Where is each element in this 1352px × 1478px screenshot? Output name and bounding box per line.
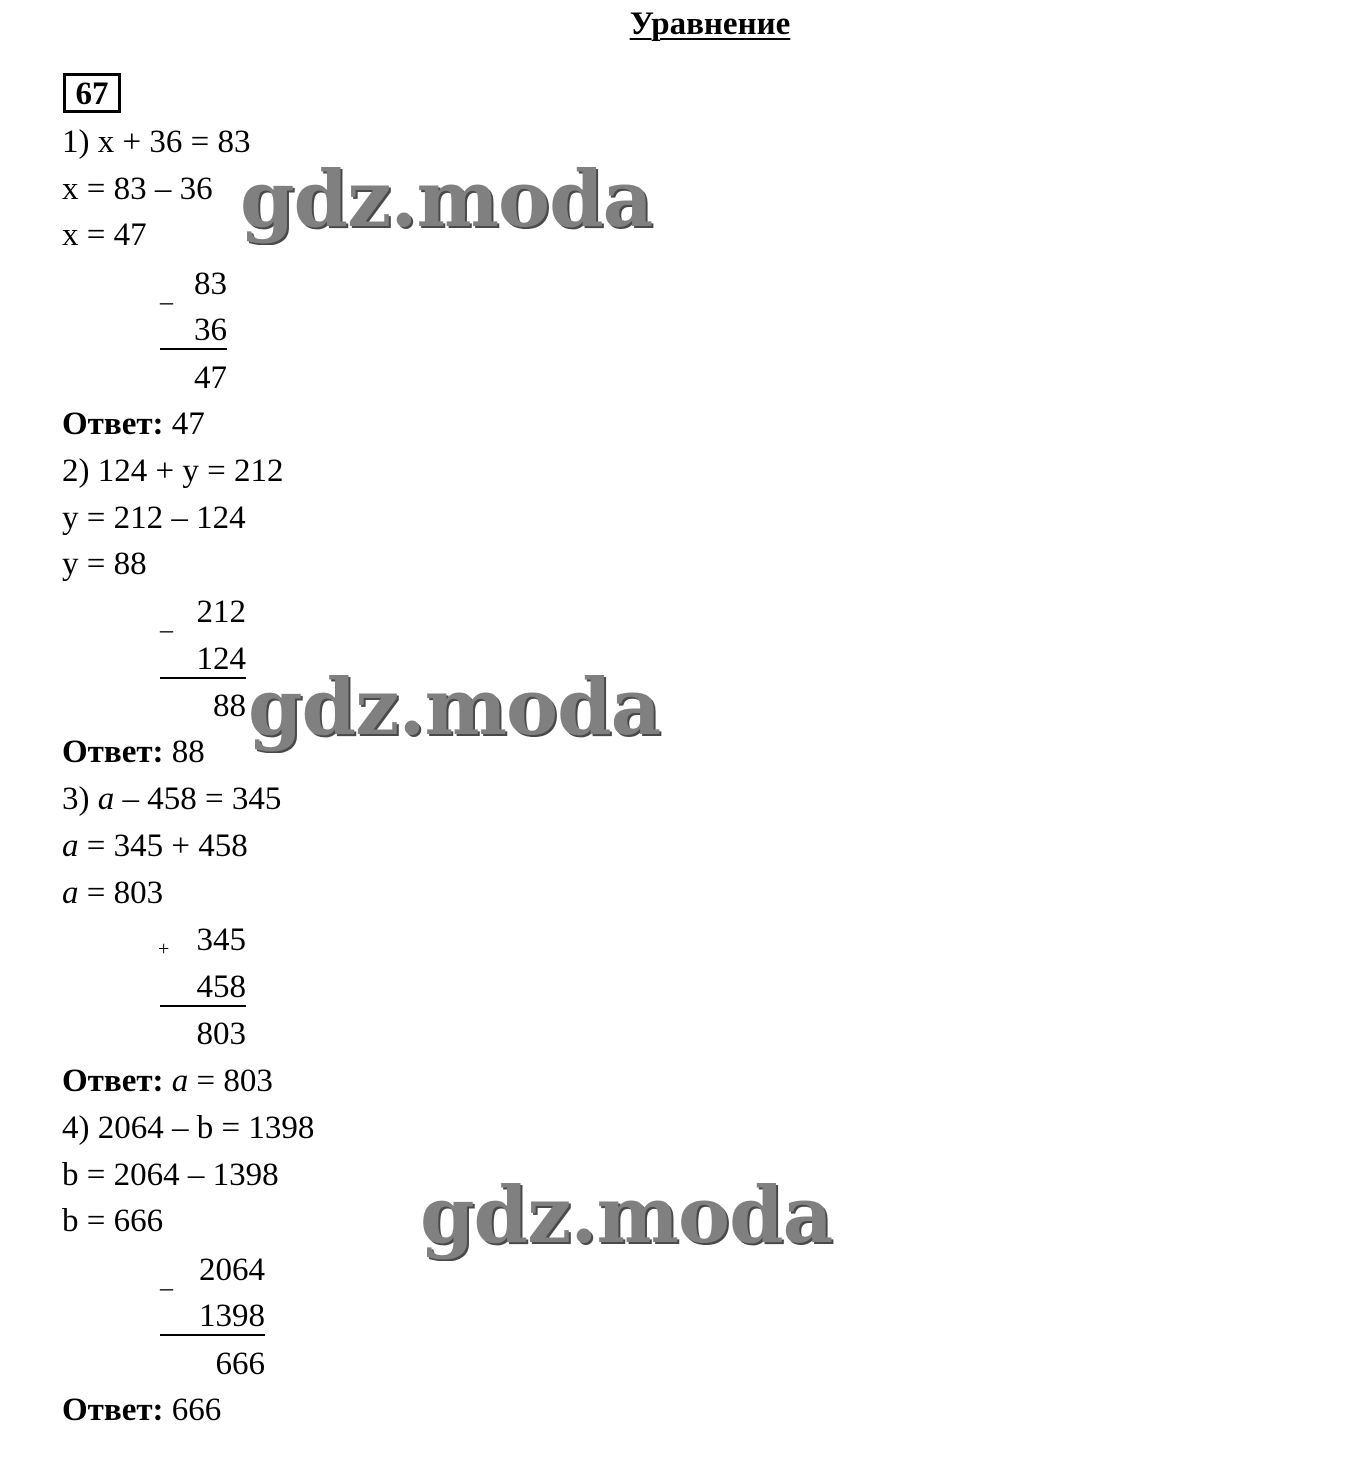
step-3b-rest: = 803	[78, 875, 164, 911]
column-top-1: 83	[194, 266, 227, 302]
minus-sign-2: _	[160, 606, 173, 635]
column-bottom-3: 458	[160, 969, 246, 1007]
step-3b-var: a	[62, 875, 79, 911]
answer-value-3: = 803	[188, 1063, 273, 1099]
watermark-1: gdz.moda	[240, 154, 653, 245]
plus-sign-3: +	[158, 938, 170, 960]
step-1b: x = 47	[62, 217, 147, 253]
column-top-3: 345	[196, 922, 246, 958]
answer-3	[62, 1063, 273, 1099]
column-top-2: 212	[196, 594, 246, 630]
task-number-box: 67	[63, 73, 121, 113]
step-4a: b = 2064 – 1398	[62, 1157, 279, 1193]
answer-label: Ответ:	[62, 1392, 164, 1428]
step-2a: y = 212 – 124	[62, 500, 246, 536]
equation-3	[62, 781, 281, 817]
column-result-2: 88	[213, 688, 246, 724]
column-top-4: 2064	[199, 1252, 265, 1288]
column-bottom-4: 1398	[160, 1298, 265, 1336]
equation-2: 2) 124 + y = 212	[62, 453, 284, 489]
answer-value-1: 47	[171, 406, 205, 442]
equation-3-prefix: 3)	[62, 781, 98, 817]
minus-sign-1: _	[160, 278, 173, 307]
answer-1	[62, 406, 205, 442]
column-result-3: 803	[196, 1016, 246, 1052]
answer-value-2: 88	[171, 734, 205, 770]
step-3a-rest: = 345 + 458	[78, 828, 248, 864]
equation-1: 1) x + 36 = 83	[62, 124, 251, 160]
step-3b	[62, 875, 163, 911]
watermark-3: gdz.moda	[420, 1170, 833, 1261]
answer-label: Ответ:	[62, 406, 164, 442]
page-title: Уравнение	[629, 6, 791, 42]
step-1a: x = 83 – 36	[62, 171, 213, 207]
column-result-4: 666	[215, 1346, 265, 1382]
equation-3-var: a	[97, 781, 115, 817]
step-4b: b = 666	[62, 1203, 164, 1239]
column-bottom-2: 124	[160, 641, 246, 679]
answer-2	[62, 734, 205, 770]
column-result-1: 47	[194, 360, 227, 396]
equation-3-rest: – 458 = 345	[114, 781, 282, 817]
answer-var-3: a	[171, 1063, 189, 1099]
answer-label: Ответ:	[62, 734, 164, 770]
minus-sign-4: _	[160, 1264, 173, 1293]
step-3a-var: a	[62, 828, 79, 864]
answer-4	[62, 1392, 221, 1428]
answer-value-4: 666	[171, 1392, 222, 1428]
column-bottom-1: 36	[160, 312, 227, 350]
step-3a	[62, 828, 248, 864]
step-2b: y = 88	[62, 546, 147, 582]
equation-4: 4) 2064 – b = 1398	[62, 1110, 315, 1146]
watermark-2: gdz.moda	[248, 662, 661, 753]
answer-label: Ответ:	[62, 1063, 164, 1099]
